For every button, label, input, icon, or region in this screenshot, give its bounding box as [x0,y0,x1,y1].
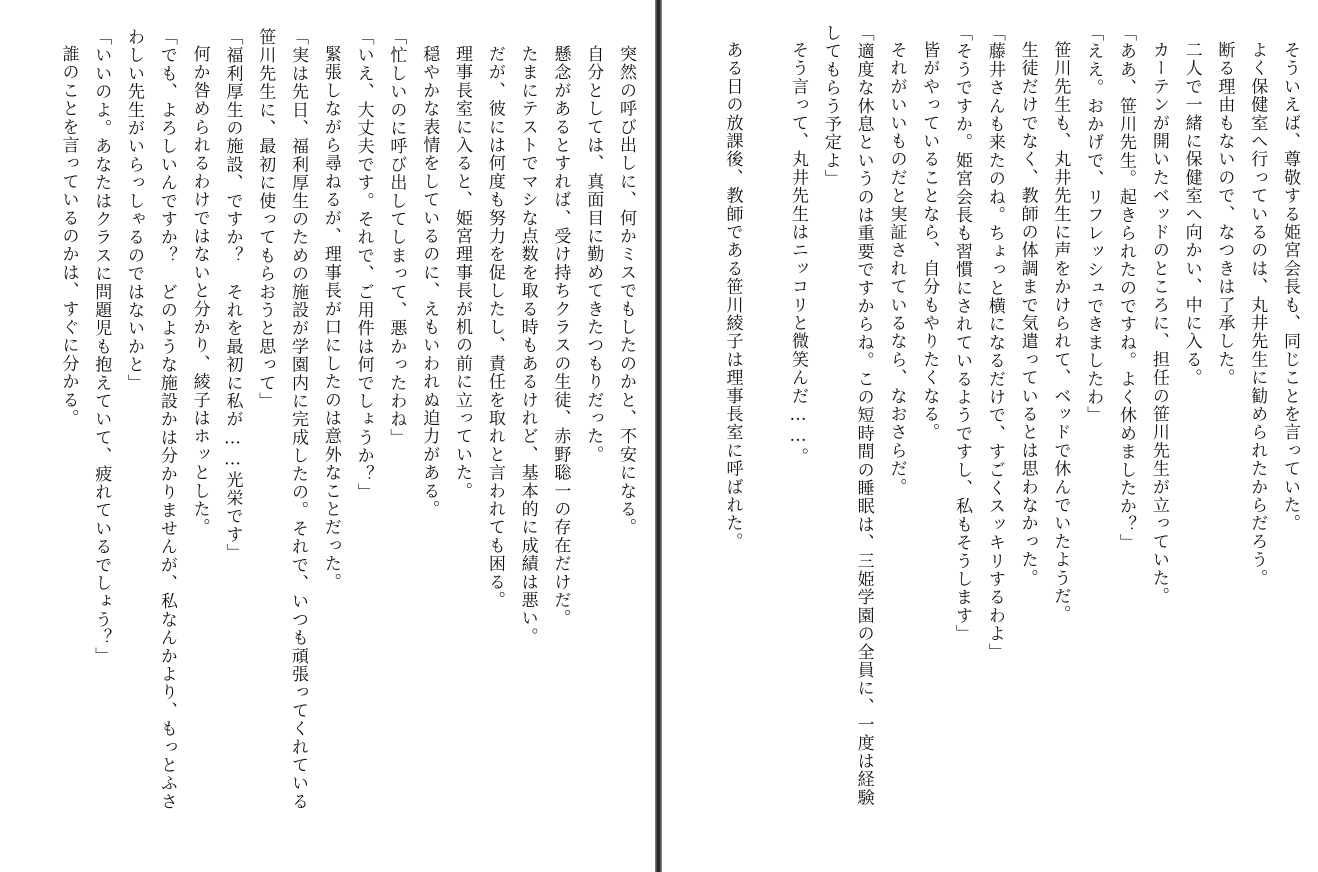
text-line: 懸念があるとすれば、受け持ちクラスの生徒、赤野聡一の存在だけだ。 [550,45,571,628]
text-line: 「ええ。おかげで、リフレッシュできましたわ」 [1083,24,1104,425]
text-line: 「忙しいのに呼び出してしまって、悪かったわね」 [386,28,407,447]
text-line: よく保健室へ行っているのは、丸井先生に勧められたからだろう。 [1247,41,1268,587]
text-line: 「福利厚生の施設、ですか？ それを最初に私が……光栄です」 [222,28,243,562]
text-line: 二人で一緒に保健室へ向かい、中に入る。 [1181,41,1202,387]
text-line: 「ああ、笹川先生。起きられたのですね。よく休めましたか？」 [1116,24,1137,552]
text-line: してもらう予定よ」 [820,24,841,188]
text-line: 「いいのよ。あなたはクラスに問題児も抱えていて、疲れているでしょう？」 [91,28,112,665]
left-page-text [2,0,642,872]
text-line: カーテンが開いたベッドのところに、担任の笹川先生が立っていた。 [1148,41,1169,606]
right-page-text [666,0,1306,872]
text-line: 何か咎められるわけではないと分かり、綾子はホッとした。 [189,45,210,537]
text-line: 笹川先生も、丸井先生に声をかけられて、ベッドで休んでいたようだ。 [1050,41,1071,624]
text-line: 穏やかな表情をしているのに、えもいわれぬ迫力がある。 [419,45,440,519]
text-line: たまにテストでマシな点数を取る時もあるけれど、基本的に成績は悪い。 [517,45,538,646]
blank-line [748,0,781,24]
text-line: 「でも、よろしいんですか？ どのような施設かは分かりませんが、私なんかより、もっとふさ [156,28,177,811]
text-line: 理事長室に入ると、姫宮理事長が机の前に立っていた。 [452,45,473,500]
text-line: そういえば、尊敬する姫宮会長も、同じことを言っていた。 [1280,41,1300,533]
left-page [0,0,656,872]
text-line: それがいいものだと実証されているなら、なおさらだ。 [886,41,907,496]
text-line: 突然の呼び出しに、何かミスでもしたのかと、不安になる。 [616,45,636,537]
text-line: 「実は先日、福利厚生のための施設が学園内に完成したの。それで、いつも頑張ってくれている [288,28,309,811]
text-line: だが、彼には何度も努力を促したし、責任を取れと言われても困る。 [484,45,505,610]
text-line: 断る理由もないので、なつきは了承した。 [1214,41,1235,387]
text-line: 緊張しながら尋ねるが、理事長が口にしたのは意外なことだった。 [320,45,341,591]
text-line: 生徒だけでなく、教師の体調まで気遣っているとは思わなかった。 [1017,41,1038,587]
text-line: 「適度な休息というのは重要ですからね。この短時間の睡眠は、三姫学園の全員に、一度は経験 [853,24,874,807]
text-line: 「いえ、大丈夫です。それで、ご用件は何でしょうか？」 [353,28,374,502]
text-line: 「そうですか。姫宮会長も習慣にされているようですし、私もそうします」 [952,24,973,643]
text-line: 誰のことを言っているのかは、すぐに分かる。 [58,45,79,428]
text-line: 自分としては、真面目に勤めてきたつもりだった。 [583,45,604,464]
right-page [662,0,1318,872]
text-line: わしい先生がいらっしゃるのではないかと」 [124,28,145,392]
text-line: 皆がやっていることなら、自分もやりたくなる。 [919,41,940,442]
text-line: 笹川先生に、最初に使ってもらおうと思って」 [255,28,276,411]
book-gutter [655,0,662,872]
text-line: ある日の放課後、教師である笹川綾子は理事長室に呼ばれた。 [722,41,743,551]
text-line: 「藤井さんも来たのね。ちょっと横になるだけで、すごくスッキリするわよ」 [984,24,1005,661]
text-line: そう言って、丸井先生はニッコリと微笑んだ……。 [788,41,809,466]
